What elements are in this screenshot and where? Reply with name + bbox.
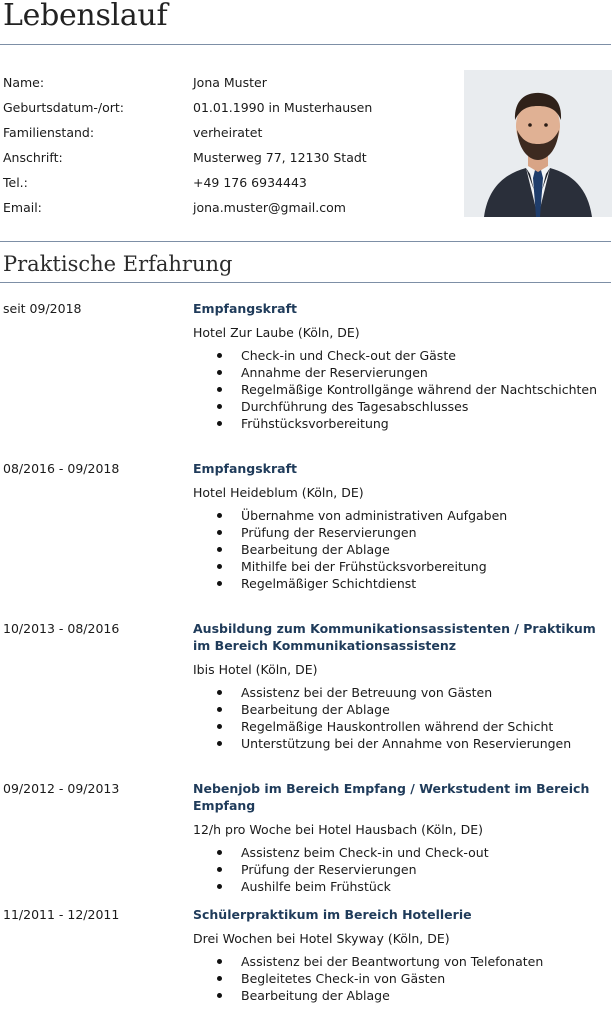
bullet-icon bbox=[217, 564, 222, 569]
entry-date: 08/2016 - 09/2018 bbox=[3, 461, 120, 476]
bullet-icon bbox=[217, 513, 222, 518]
duty-text: Regelmäßiger Schichtdienst bbox=[241, 576, 417, 591]
profile-photo bbox=[464, 70, 612, 217]
experience-entry bbox=[193, 460, 611, 592]
entry-date: 11/2011 - 12/2011 bbox=[3, 907, 120, 922]
duty-text: Prüfung der Reservierungen bbox=[241, 525, 417, 540]
experience-entry bbox=[193, 620, 611, 752]
experience-heading: Praktische Erfahrung bbox=[3, 252, 233, 276]
section-divider-bottom bbox=[0, 282, 611, 283]
experience-entry bbox=[193, 906, 611, 1004]
employer: 12/h pro Woche bei Hotel Hausbach (Köln, DE) bbox=[193, 822, 484, 837]
bullet-icon bbox=[217, 724, 222, 729]
entry-date: seit 09/2018 bbox=[3, 301, 82, 316]
duty-list bbox=[193, 953, 611, 1004]
marital-status-label: Familienstand: bbox=[3, 125, 95, 140]
bullet-icon bbox=[217, 707, 222, 712]
duty-item bbox=[193, 953, 611, 970]
duty-list bbox=[193, 347, 611, 432]
phone-value: +49 176 6934443 bbox=[193, 175, 307, 190]
duty-text: Assistenz bei der Betreuung von Gästen bbox=[241, 685, 493, 700]
duty-text: Regelmäßige Hauskontrollen während der Schicht bbox=[241, 719, 554, 734]
duty-text: Übernahme von administrativen Aufgaben bbox=[241, 508, 508, 523]
job-title: Empfangskraft bbox=[193, 301, 297, 316]
duty-item bbox=[193, 347, 611, 364]
bullet-icon bbox=[217, 959, 222, 964]
duty-item bbox=[193, 507, 611, 524]
duty-item bbox=[193, 415, 611, 432]
title-divider bbox=[0, 44, 611, 45]
bullet-icon bbox=[217, 547, 222, 552]
duty-item bbox=[193, 364, 611, 381]
bullet-icon bbox=[217, 530, 222, 535]
duty-item bbox=[193, 970, 611, 987]
duty-item bbox=[193, 524, 611, 541]
duty-text: Durchführung des Tagesabschlusses bbox=[241, 399, 469, 414]
bullet-icon bbox=[217, 353, 222, 358]
duty-text: Bearbeitung der Ablage bbox=[241, 542, 390, 557]
duty-item bbox=[193, 541, 611, 558]
employer: Ibis Hotel (Köln, DE) bbox=[193, 662, 318, 677]
job-title: Empfangskraft bbox=[193, 461, 297, 476]
duty-item bbox=[193, 987, 611, 1004]
duty-item bbox=[193, 398, 611, 415]
page-title: Lebenslauf bbox=[3, 0, 168, 33]
job-title: Ausbildung zum Kommunikationsassistenten / Praktikum im Bereich Kommunikationsassistenz bbox=[193, 621, 596, 653]
duty-item bbox=[193, 684, 611, 701]
duty-text: Prüfung der Reservierungen bbox=[241, 862, 417, 877]
bullet-icon bbox=[217, 850, 222, 855]
email-value: jona.muster@gmail.com bbox=[193, 200, 346, 215]
bullet-icon bbox=[217, 976, 222, 981]
bullet-icon bbox=[217, 581, 222, 586]
duty-item bbox=[193, 718, 611, 735]
duty-item bbox=[193, 878, 611, 895]
entry-date: 10/2013 - 08/2016 bbox=[3, 621, 120, 636]
name-label: Name: bbox=[3, 75, 45, 90]
duty-text: Aushilfe beim Frühstück bbox=[241, 879, 391, 894]
employer: Hotel Heideblum (Köln, DE) bbox=[193, 485, 364, 500]
name-value: Jona Muster bbox=[193, 75, 267, 90]
duty-item bbox=[193, 844, 611, 861]
marital-status-value: verheiratet bbox=[193, 125, 263, 140]
bullet-icon bbox=[217, 404, 222, 409]
job-title: Nebenjob im Bereich Empfang / Werkstudent im Bereich Empfang bbox=[193, 781, 590, 813]
duty-item bbox=[193, 558, 611, 575]
phone-label: Tel.: bbox=[3, 175, 28, 190]
address-value: Musterweg 77, 12130 Stadt bbox=[193, 150, 367, 165]
duty-text: Assistenz bei der Beantwortung von Telefonaten bbox=[241, 954, 544, 969]
duty-text: Mithilfe bei der Frühstücksvorbereitung bbox=[241, 559, 487, 574]
duty-list bbox=[193, 507, 611, 592]
duty-item bbox=[193, 861, 611, 878]
duty-list bbox=[193, 844, 611, 895]
address-label: Anschrift: bbox=[3, 150, 63, 165]
entry-date: 09/2012 - 09/2013 bbox=[3, 781, 120, 796]
email-label: Email: bbox=[3, 200, 42, 215]
bullet-icon bbox=[217, 741, 222, 746]
birth-value: 01.01.1990 in Musterhausen bbox=[193, 100, 373, 115]
job-title: Schülerpraktikum im Bereich Hotellerie bbox=[193, 907, 472, 922]
duty-text: Frühstücksvorbereitung bbox=[241, 416, 389, 431]
bullet-icon bbox=[217, 690, 222, 695]
bullet-icon bbox=[217, 370, 222, 375]
experience-entry bbox=[193, 300, 611, 432]
duty-item bbox=[193, 381, 611, 398]
duty-item bbox=[193, 701, 611, 718]
duty-text: Bearbeitung der Ablage bbox=[241, 702, 390, 717]
section-divider-top bbox=[0, 241, 611, 242]
duty-item bbox=[193, 735, 611, 752]
duty-text: Assistenz beim Check-in und Check-out bbox=[241, 845, 489, 860]
experience-entry bbox=[193, 780, 611, 895]
duty-text: Begleitetes Check-in von Gästen bbox=[241, 971, 446, 986]
employer: Drei Wochen bei Hotel Skyway (Köln, DE) bbox=[193, 931, 450, 946]
duty-text: Bearbeitung der Ablage bbox=[241, 988, 390, 1003]
duty-text: Regelmäßige Kontrollgänge während der Nachtschichten bbox=[241, 382, 598, 397]
bullet-icon bbox=[217, 993, 222, 998]
duty-item bbox=[193, 575, 611, 592]
duty-text: Unterstützung bei der Annahme von Reservierungen bbox=[241, 736, 572, 751]
duty-text: Check-in und Check-out der Gäste bbox=[241, 348, 456, 363]
duty-text: Annahme der Reservierungen bbox=[241, 365, 428, 380]
birth-label: Geburtsdatum-/ort: bbox=[3, 100, 125, 115]
bullet-icon bbox=[217, 867, 222, 872]
duty-list bbox=[193, 684, 611, 752]
bullet-icon bbox=[217, 421, 222, 426]
bullet-icon bbox=[217, 884, 222, 889]
bullet-icon bbox=[217, 387, 222, 392]
employer: Hotel Zur Laube (Köln, DE) bbox=[193, 325, 360, 340]
